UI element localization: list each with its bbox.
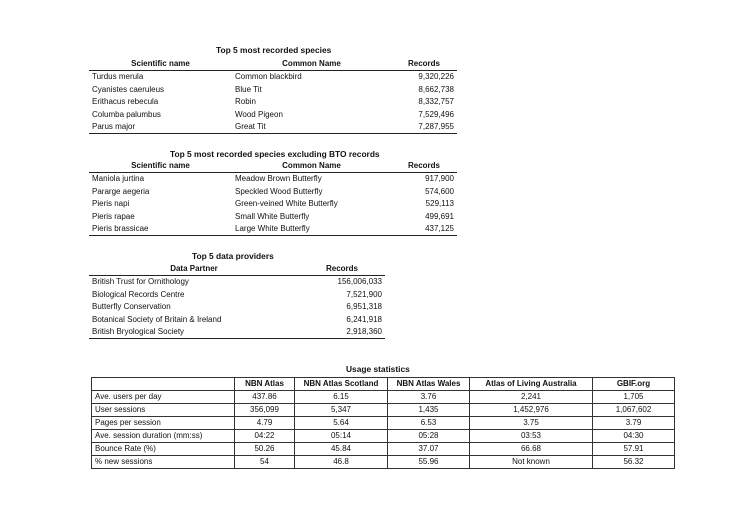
records-cell: 529,113 xyxy=(425,199,454,209)
value-cell: 1,705 xyxy=(593,391,675,404)
column-header: NBN Atlas xyxy=(235,378,295,391)
usage-table-title: Usage statistics xyxy=(346,364,410,374)
table-row xyxy=(89,109,457,121)
column-header: GBIF.org xyxy=(593,378,675,391)
column-header: NBN Atlas Scotland xyxy=(295,378,388,391)
data-partner-cell: Botanical Society of Britain & Ireland xyxy=(92,314,222,324)
column-header: Records xyxy=(391,58,457,71)
table-row xyxy=(89,314,385,326)
value-cell: 57.91 xyxy=(593,443,675,456)
scientific-name-cell: Pieris brassicae xyxy=(89,223,232,236)
metric-label-cell: Ave. session duration (mm:ss) xyxy=(92,430,235,443)
value-cell: 6.53 xyxy=(388,417,470,430)
value-cell: 45.84 xyxy=(295,443,388,456)
records-cell: 437,125 xyxy=(391,223,457,236)
column-header: Atlas of Living Australia xyxy=(470,378,593,391)
scientific-name-cell: Maniola jurtina xyxy=(92,174,145,184)
metric-label-cell: Bounce Rate (%) xyxy=(92,443,235,456)
value-cell: 2,241 xyxy=(470,391,593,404)
value-cell: 1,452,976 xyxy=(470,404,593,417)
column-header: Records xyxy=(299,263,385,276)
value-cell: 6.15 xyxy=(295,391,388,404)
common-name-cell: Wood Pigeon xyxy=(235,109,283,119)
records-cell: 156,006,033 xyxy=(337,277,382,287)
column-header: Scientific name xyxy=(89,160,232,173)
value-cell: 05:28 xyxy=(388,430,470,443)
table-row xyxy=(92,417,675,430)
scientific-name-cell: Pieris rapae xyxy=(92,211,135,221)
table-row xyxy=(89,121,457,134)
data-partner-cell: British Bryological Society xyxy=(89,326,299,339)
scientific-name-cell: Cyanistes caeruleus xyxy=(92,84,165,94)
value-cell: 03:53 xyxy=(470,430,593,443)
common-name-cell: Large White Butterfly xyxy=(232,223,391,236)
species-table xyxy=(89,58,457,134)
table-header-row xyxy=(89,58,457,71)
table-row xyxy=(89,276,385,289)
records-cell: 2,918,360 xyxy=(299,326,385,339)
value-cell: 46.8 xyxy=(295,456,388,469)
common-name-cell: Blue Tit xyxy=(235,84,262,94)
table-row xyxy=(89,211,457,223)
value-cell: 56.32 xyxy=(593,456,675,469)
table-row xyxy=(89,71,457,84)
usage-stats-table xyxy=(91,377,675,469)
common-name-cell: Meadow Brown Butterfly xyxy=(235,174,322,184)
metric-label-cell: % new sessions xyxy=(92,456,235,469)
value-cell: 50.26 xyxy=(235,443,295,456)
table-header-row xyxy=(92,378,675,391)
table-row xyxy=(89,301,385,313)
records-cell: 917,900 xyxy=(425,174,454,184)
scientific-name-cell: Turdus merula xyxy=(92,72,144,82)
value-cell: 54 xyxy=(235,456,295,469)
column-header: Records xyxy=(391,160,457,173)
value-cell: 37.07 xyxy=(388,443,470,456)
table-row xyxy=(89,84,457,96)
value-cell: 1,067,602 xyxy=(593,404,675,417)
records-cell: 574,600 xyxy=(425,186,454,196)
common-name-cell: Great Tit xyxy=(232,121,391,134)
column-header xyxy=(92,378,235,391)
table-header-row xyxy=(89,160,457,173)
data-partner-cell: Biological Records Centre xyxy=(92,289,185,299)
scientific-name-cell: Pararge aegeria xyxy=(92,186,150,196)
records-cell: 6,951,318 xyxy=(346,302,382,312)
metric-label-cell: Ave. users per day xyxy=(92,391,235,404)
table-header-row xyxy=(89,263,385,276)
value-cell: 66.68 xyxy=(470,443,593,456)
table-row xyxy=(89,289,385,301)
data-partner-cell: British Trust for Ornithology xyxy=(92,277,189,287)
value-cell: 3.76 xyxy=(388,391,470,404)
value-cell: 356,099 xyxy=(235,404,295,417)
value-cell: 05:14 xyxy=(295,430,388,443)
metric-label-cell: Pages per session xyxy=(92,417,235,430)
table-row xyxy=(92,391,675,404)
common-name-cell: Robin xyxy=(235,97,256,107)
species-table-title: Top 5 most recorded species xyxy=(216,45,332,55)
metric-label-cell: User sessions xyxy=(92,404,235,417)
scientific-name-cell: Erithacus rebecula xyxy=(92,97,159,107)
value-cell: 3.75 xyxy=(470,417,593,430)
species-ex-bto-table-title: Top 5 most recorded species excluding BTO records xyxy=(170,149,380,159)
table-row xyxy=(89,96,457,108)
records-cell: 6,241,918 xyxy=(346,314,382,324)
records-cell: 7,287,955 xyxy=(391,121,457,134)
table-row xyxy=(92,404,675,417)
value-cell: 5.64 xyxy=(295,417,388,430)
value-cell: 437.86 xyxy=(235,391,295,404)
value-cell: 5,347 xyxy=(295,404,388,417)
providers-table-title: Top 5 data providers xyxy=(192,251,274,261)
table-row xyxy=(89,198,457,210)
providers-table xyxy=(89,263,385,339)
table-row xyxy=(89,223,457,236)
common-name-cell: Speckled Wood Butterfly xyxy=(235,186,323,196)
table-row xyxy=(92,456,675,469)
column-header: Scientific name xyxy=(89,58,232,71)
table-row xyxy=(89,326,385,339)
value-cell: 04:30 xyxy=(593,430,675,443)
records-cell: 8,332,757 xyxy=(418,97,454,107)
table-row xyxy=(89,186,457,198)
value-cell: 4.79 xyxy=(235,417,295,430)
table-row xyxy=(92,430,675,443)
column-header: Data Partner xyxy=(89,263,299,276)
value-cell: 55.96 xyxy=(388,456,470,469)
common-name-cell: Small White Butterfly xyxy=(235,211,310,221)
records-cell: 499,691 xyxy=(425,211,454,221)
value-cell: 3.79 xyxy=(593,417,675,430)
value-cell: Not known xyxy=(470,456,593,469)
records-cell: 9,320,226 xyxy=(418,72,454,82)
column-header: Common Name xyxy=(232,58,391,71)
column-header: Common Name xyxy=(232,160,391,173)
data-partner-cell: Butterfly Conservation xyxy=(92,302,171,312)
table-row xyxy=(92,443,675,456)
species-ex-bto-table xyxy=(89,160,457,236)
scientific-name-cell: Columba palumbus xyxy=(92,109,161,119)
records-cell: 7,529,496 xyxy=(418,109,454,119)
scientific-name-cell: Parus major xyxy=(89,121,232,134)
common-name-cell: Common blackbird xyxy=(235,72,302,82)
records-cell: 7,521,900 xyxy=(346,289,382,299)
records-cell: 8,662,738 xyxy=(418,84,454,94)
column-header: NBN Atlas Wales xyxy=(388,378,470,391)
value-cell: 1,435 xyxy=(388,404,470,417)
value-cell: 04:22 xyxy=(235,430,295,443)
common-name-cell: Green-veined White Butterfly xyxy=(235,199,338,209)
scientific-name-cell: Pieris napi xyxy=(92,199,130,209)
table-row xyxy=(89,173,457,186)
